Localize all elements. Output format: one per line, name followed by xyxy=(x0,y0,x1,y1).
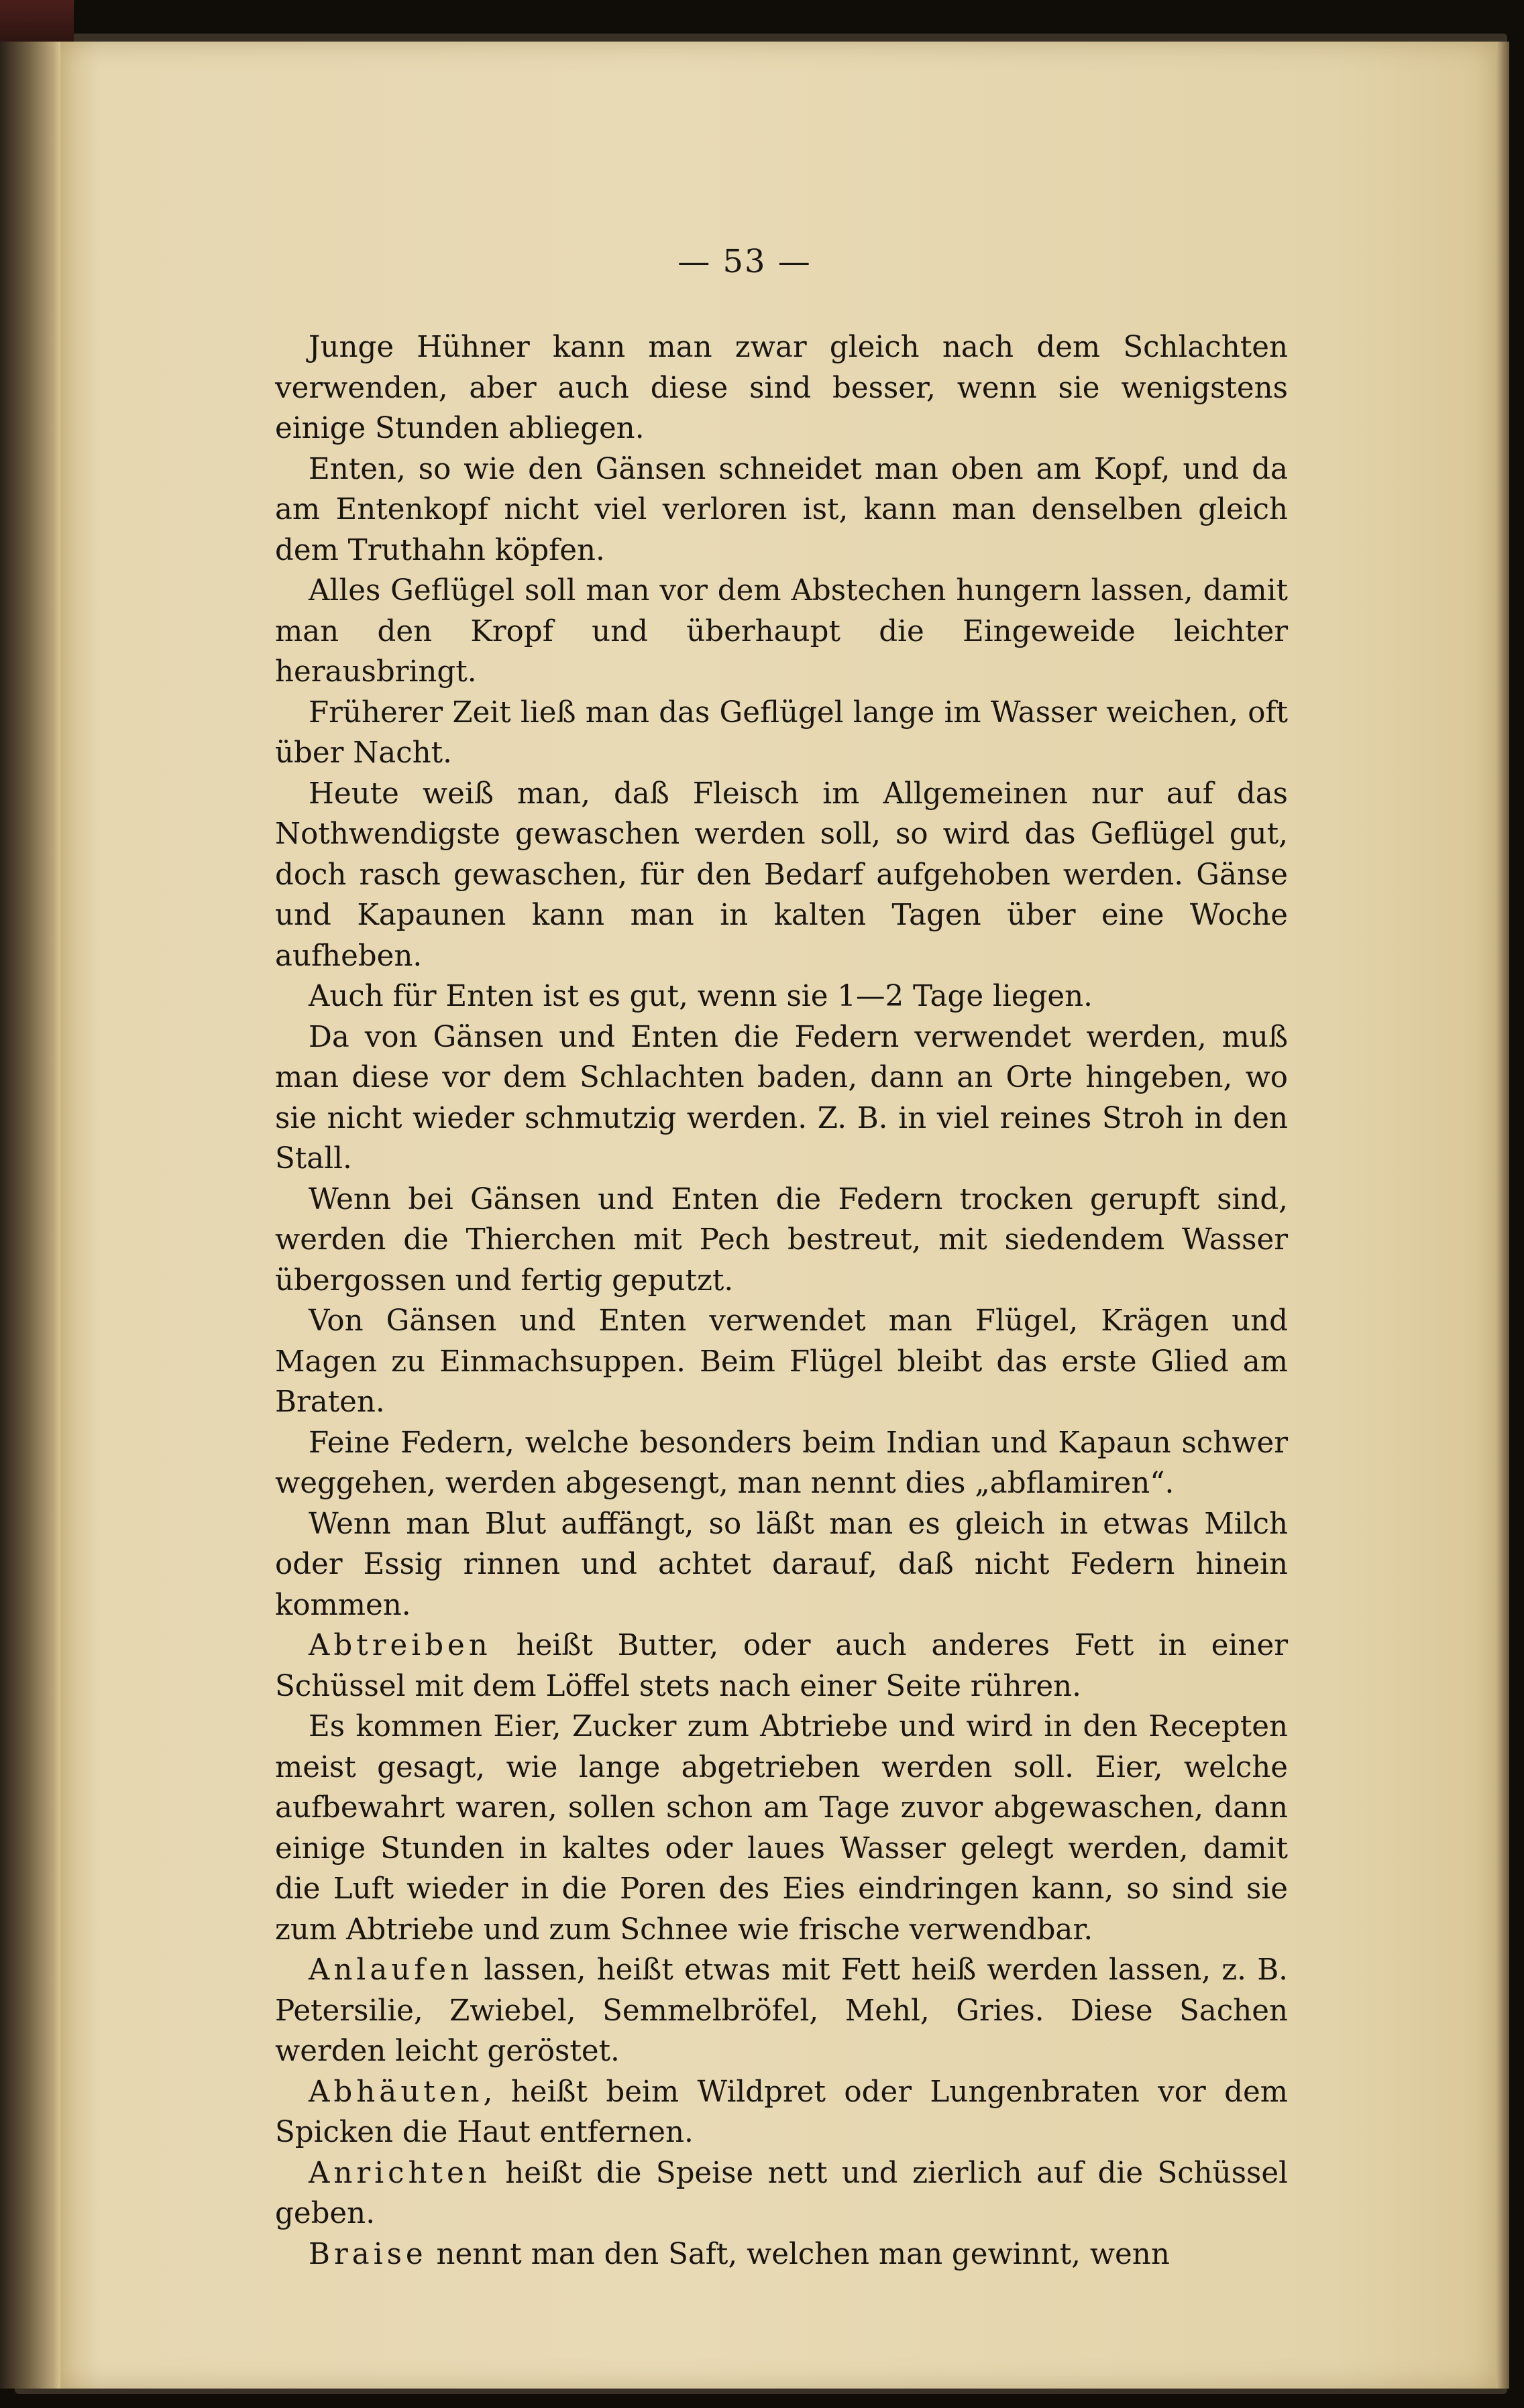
definition-paragraph: Abhäuten, heißt beim Wildpret oder Lungenbraten vor dem Spicken die Haut entfernen. xyxy=(275,2075,1288,2149)
binding-corner xyxy=(0,0,74,47)
definition-paragraph: Abtreiben heißt Butter, oder auch anderes Fett in einer Schüssel mit dem Löffel stets nach einer Seite rühren. xyxy=(275,1629,1288,1703)
paragraph: Enten, so wie den Gänsen schneidet man oben am Kopf, und da am Entenkopf nicht viel verloren ist, kann man denselben gleich dem Truthahn köpfen. xyxy=(275,452,1288,567)
definition-paragraph: Braise nennt man den Saft, welchen man gewinnt, wenn xyxy=(309,2237,1170,2271)
paragraph: Auch für Enten ist es gut, wenn sie 1—2 Tage liegen. xyxy=(309,980,1093,1013)
term-braise: Braise xyxy=(309,2237,427,2271)
paragraph: Junge Hühner kann man zwar gleich nach dem Schlachten verwenden, aber auch diese sind besser, wenn sie wenigstens einige Stunden abliegen. xyxy=(275,331,1288,445)
term-abhaeuten: Abhäuten xyxy=(309,2075,484,2109)
paragraph: Es kommen Eier, Zucker zum Abtriebe und wird in den Recepten meist gesagt, wie lange abgetrieben werden soll. Eier, welche aufbewahrt waren, sollen schon am Tage zuvor abgewaschen, dann einige Stunden in kaltes oder laues Wasser gelegt werden, damit die Luft wieder in die Poren des Eies eindringen kann, so sind sie zum Abtriebe und zum Schnee wie frische verwendbar. xyxy=(275,1710,1288,1947)
body-text xyxy=(275,327,1288,2275)
page-number: — 53 — xyxy=(677,243,812,280)
paragraph: Feine Federn, welche besonders beim Indian und Kapaun schwer weggehen, werden abgesengt, man nennt dies „abflamiren“. xyxy=(275,1426,1288,1500)
paragraph: Wenn man Blut auffängt, so läßt man es gleich in etwas Milch oder Essig rinnen und achtet darauf, daß nicht Federn hinein kommen. xyxy=(275,1507,1288,1622)
paragraph: Wenn bei Gänsen und Enten die Federn trocken gerupft sind, werden die Thierchen mit Pech bestreut, mit siedendem Wasser übergossen und fertig geputzt. xyxy=(275,1182,1288,1298)
page-gutter xyxy=(0,42,60,2389)
page-fore-edge xyxy=(1496,42,1509,2389)
term-abtreiben: Abtreiben xyxy=(309,1629,492,1662)
term-anlaufen: Anlaufen xyxy=(309,1953,474,1987)
paragraph: Von Gänsen und Enten verwendet man Flügel, Krägen und Magen zu Einmachsuppen. Beim Flügel bleibt das erste Glied am Braten. xyxy=(275,1304,1288,1419)
term-anrichten: Anrichten xyxy=(309,2156,491,2190)
paragraph: Heute weiß man, daß Fleisch im Allgemeinen nur auf das Nothwendigste gewaschen werden soll, so wird das Geflügel gut, doch rasch gewaschen, für den Bedarf aufgehoben werden. Gänse und Kapaunen kann man in kalten Tagen über eine Woche aufheben. xyxy=(275,777,1288,973)
paragraph: Alles Geflügel soll man vor dem Abstechen hungern lassen, damit man den Kropf und überhaupt die Eingeweide leichter herausbringt. xyxy=(275,574,1288,689)
definition-paragraph: Anrichten heißt die Speise nett und zierlich auf die Schüssel geben. xyxy=(275,2156,1288,2230)
paragraph: Früherer Zeit ließ man das Geflügel lange im Wasser weichen, oft über Nacht. xyxy=(275,695,1288,770)
definition-paragraph: Anlaufen lassen, heißt etwas mit Fett heiß werden lassen, z. B. Petersilie, Zwiebel, Semmelbröfel, Mehl, Gries. Diese Sachen werden leicht geröstet. xyxy=(275,1953,1288,2068)
paragraph: Da von Gänsen und Enten die Federn verwendet werden, muß man diese vor dem Schlachten baden, dann an Orte hingeben, wo sie nicht wieder schmutzig werden. Z. B. in viel reines Stroh in den Stall. xyxy=(275,1020,1288,1176)
